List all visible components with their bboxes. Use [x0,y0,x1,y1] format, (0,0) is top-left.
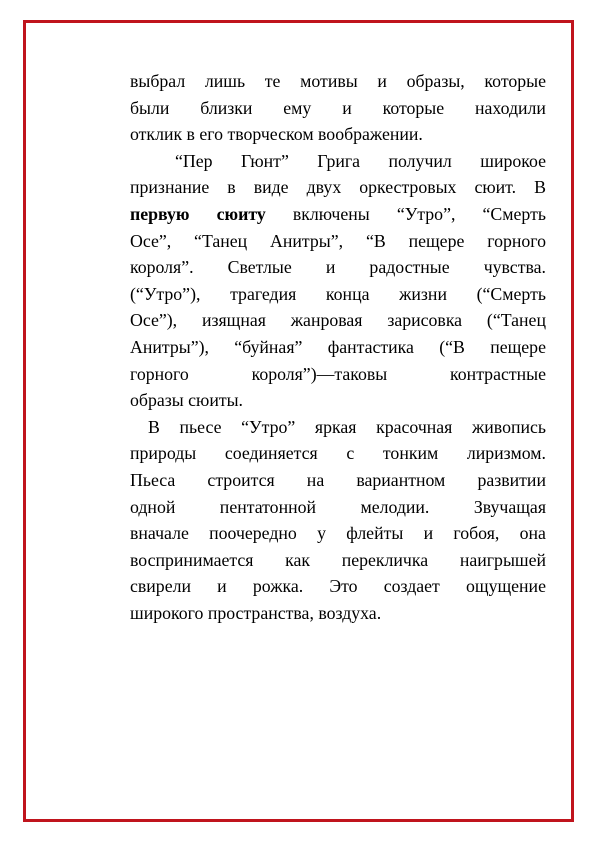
text-line: В пьесе “Утро” яркая красочная живопись [148,416,546,437]
paragraph-3 [130,414,546,627]
text-line: природы соединяется с тонким лиризмом. [130,443,546,464]
text-line: (“Утро”), трагедия конца жизни (“Смерть [130,283,546,304]
text-line: короля”. Светлые и радостные чувства. [130,257,546,278]
text-line: первую сюиту включены “Утро”, “Смерть [130,203,546,224]
text-line: образы сюиты. [130,390,243,411]
text-line: горного короля”)—таковы контрастные [130,363,546,384]
text-line: отклик в его творческом воображении. [130,124,423,145]
text-line: были близки ему и которые находили [130,97,546,118]
text-line: Пьеса строится на вариантном развитии [130,469,546,490]
text-line: Осе”, “Танец Анитры”, “В пещере горного [130,230,546,251]
text-line: выбрал лишь те мотивы и образы, которые [130,71,546,91]
text-line: свирели и рожка. Это создает ощущение [130,576,546,597]
text-line: воспринимается как перекличка наигрышей [130,549,546,570]
text-line: признание в виде двух оркестровых сюит. В [130,177,546,198]
text-line: одной пентатонной мелодии. Звучащая [130,496,546,517]
paragraph-2 [130,148,546,414]
document-body [130,68,546,626]
text-line: Осе”), изящная жанровая зарисовка (“Танец [130,310,546,331]
paragraph-1 [130,68,546,148]
text-line: вначале поочередно у флейты и гобоя, она [130,523,546,544]
text-line: широкого пространства, воздуха. [130,602,382,623]
text-line: Анитры”), “буйная” фантастика (“В пещере [130,336,546,357]
text-line: “Пер Гюнт” Грига получил широкое [175,150,546,171]
